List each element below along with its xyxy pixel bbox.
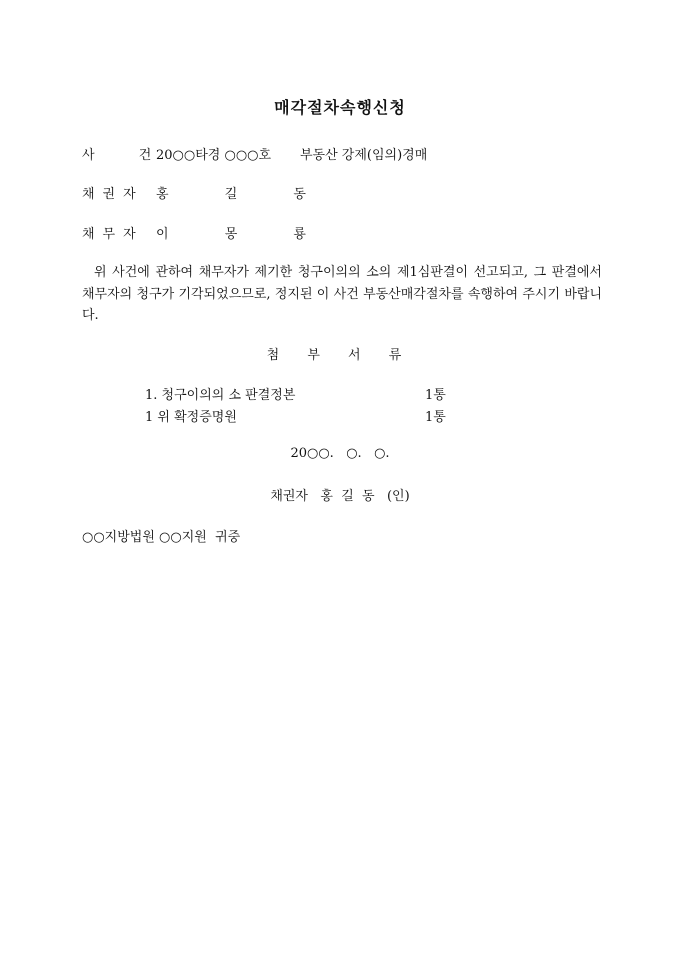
attachment-item-2: 1 위 확정증명원	[145, 410, 237, 425]
creditor-name: 홍 길 동	[156, 187, 332, 202]
attachment-count-1: 1통	[425, 388, 446, 403]
body-paragraph	[82, 262, 602, 327]
creditor-label: 채권자	[82, 187, 144, 202]
case-type: 부동산 강제(임의)경매	[300, 148, 428, 163]
date-line: 20○○. ○. ○.	[290, 446, 390, 461]
body-text: 위 사건에 관하여 채무자가 제기한 청구이의의 소의 제1심판결이 선고되고, 그 판결에서 채무자의 청구가 기각되었으므로, 정지된 이 사건 부동산매각절차를 속행하여 주시기 바랍니다.	[82, 265, 602, 323]
debtor-label: 채무자	[82, 227, 144, 242]
case-number: 20○○타경 ○○○호	[156, 148, 272, 163]
attachment-count-2: 1통	[425, 410, 446, 425]
case-label: 사 건	[82, 148, 172, 163]
court-addressee: ○○지방법원 ○○지원 귀중	[82, 530, 241, 545]
signature-line: 채권자 홍 길 동 (인)	[270, 489, 410, 504]
attachments-heading: 첨 부 서 류	[266, 348, 414, 363]
attachment-item-1: 1. 청구이의의 소 판결정본	[145, 388, 296, 403]
debtor-name: 이 몽 룡	[156, 227, 332, 242]
document-title: 매각절차속행신청	[274, 98, 406, 117]
